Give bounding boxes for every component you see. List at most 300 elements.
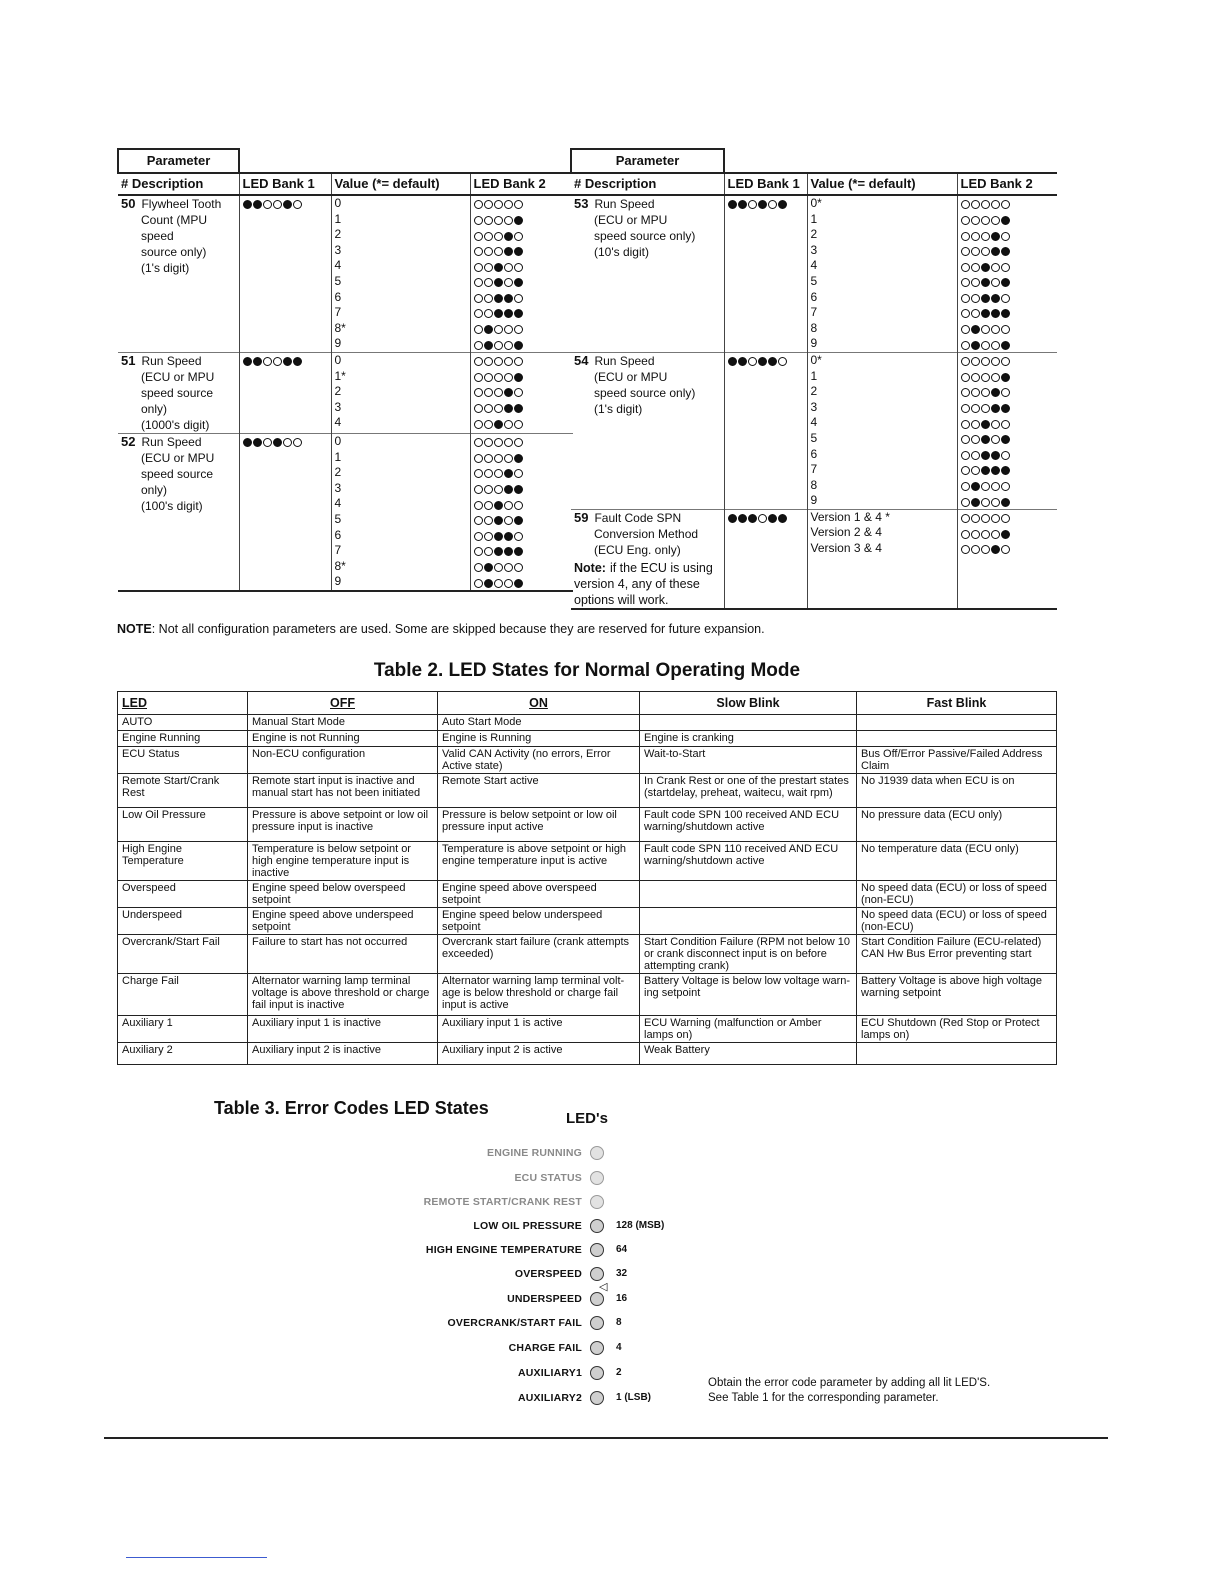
led-off-icon [474, 485, 483, 494]
led-off-icon [484, 469, 493, 478]
off-state: Engine speed below overspeed setpoint [248, 881, 438, 908]
parameter-value: 3 [810, 399, 818, 414]
led-off-icon [961, 420, 970, 429]
led-indicator-icon [590, 1267, 604, 1281]
led-off-icon [484, 420, 493, 429]
led-pattern [474, 278, 523, 287]
on-state: Auto Start Mode [438, 715, 640, 731]
off-state: Temperature is below setpoint or high engine temperature input is inactive [248, 842, 438, 881]
led-pattern [243, 357, 302, 366]
parameter-value: 4 [810, 258, 818, 273]
led-on-icon [504, 247, 513, 256]
parameter-value: 5 [334, 511, 342, 526]
note-text: : Not all configuration parameters are used. Some are skipped because they are reserved for future expansion. [151, 622, 765, 636]
led-off-icon [514, 200, 523, 209]
led-pattern [961, 232, 1010, 241]
led-pattern [243, 438, 302, 447]
led-on-icon [971, 341, 980, 350]
col-led-bank-1: LED Bank 1 [239, 173, 331, 195]
led-state-row [118, 842, 1057, 881]
led-off-icon [514, 232, 523, 241]
led-on-icon [293, 357, 302, 366]
error-led-weight: 128 (MSB) [616, 1220, 665, 1231]
led-pattern [961, 545, 1010, 554]
led-pattern [961, 294, 1010, 303]
led-pattern [243, 200, 302, 209]
parameter-value: 6 [810, 446, 818, 461]
led-off-icon [981, 373, 990, 382]
parameter-description-line: Flywheel Tooth [141, 197, 222, 211]
led-off-icon [971, 247, 980, 256]
parameter-value: 3 [334, 242, 342, 257]
led-on-icon [504, 485, 513, 494]
led-on-icon [514, 309, 523, 318]
parameter-description-line: speed source only) [141, 385, 214, 416]
led-on-icon [991, 451, 1000, 460]
led-on-icon [494, 547, 503, 556]
led-on-icon [514, 454, 523, 463]
parameter-value: 2 [334, 465, 342, 480]
led-off-icon [971, 466, 980, 475]
parameter-row-59 [571, 509, 1057, 609]
led-off-icon [981, 357, 990, 366]
slow-blink-state [640, 881, 857, 908]
led-off-icon [961, 482, 970, 491]
led-on-icon [484, 341, 493, 350]
error-led-row [400, 1217, 604, 1235]
led-off-icon [514, 532, 523, 541]
led-state-row [118, 974, 1057, 1016]
led-on-icon [1001, 498, 1010, 507]
led-off-icon [991, 482, 1000, 491]
led-on-icon [283, 357, 292, 366]
error-led-label: LOW OIL PRESSURE [473, 1220, 582, 1232]
led-off-icon [474, 341, 483, 350]
led-pattern [961, 373, 1010, 382]
led-off-icon [981, 514, 990, 523]
parameter-value: 6 [334, 289, 342, 304]
error-led-weight: 1 (LSB) [616, 1392, 651, 1403]
fast-blink-state: Start Condition Failure (ECU-related) CAN Hw Bus Error preventing start [857, 935, 1057, 974]
led-off-icon [504, 325, 513, 334]
on-state: Temperature is above setpoint or high engine temperature input is active [438, 842, 640, 881]
led-off-icon [961, 294, 970, 303]
led-off-icon [484, 438, 493, 447]
led-on-icon [778, 514, 787, 523]
led-off-icon [961, 232, 970, 241]
led-on-icon [514, 373, 523, 382]
parameter-value: 0* [810, 196, 822, 210]
footnote-line: See Table 1 for the corresponding parameter. [708, 1392, 939, 1404]
parameter-value: 8 [810, 320, 818, 335]
led-pattern [961, 309, 1010, 318]
led-on-icon [514, 341, 523, 350]
led-off-icon [748, 200, 757, 209]
led-on-icon [514, 404, 523, 413]
led-off-icon [474, 563, 483, 572]
led-pattern [474, 325, 523, 334]
parameter-number: 59 [574, 509, 589, 525]
slow-blink-state [640, 715, 857, 731]
led-off-icon [1001, 325, 1010, 334]
parameter-value: 9 [334, 336, 342, 351]
value-list [331, 352, 470, 433]
led-off-icon [1001, 514, 1010, 523]
col-led-bank-1: LED Bank 1 [724, 173, 807, 195]
led-off-icon [514, 325, 523, 334]
led-off-icon [961, 278, 970, 287]
led-off-icon [474, 216, 483, 225]
led-state-row [118, 774, 1057, 808]
led-pattern [961, 451, 1010, 460]
led-off-icon [474, 200, 483, 209]
led-on-icon [494, 309, 503, 318]
led-state-row [118, 881, 1057, 908]
parameter-value: 3 [334, 480, 342, 495]
led-pattern [474, 469, 523, 478]
off-state: Auxiliary input 2 is inactive [248, 1043, 438, 1065]
led-off-icon [474, 309, 483, 318]
col-description: # Description [571, 173, 724, 195]
led-pattern [961, 466, 1010, 475]
led-off-icon [484, 294, 493, 303]
col-on: ON [438, 692, 640, 715]
led-off-icon [961, 373, 970, 382]
fast-blink-state: ECU Shutdown (Red Stop or Protect lamps on) [857, 1016, 1057, 1043]
parameter-note-text: if the ECU is using version 4, any of these options will work. [574, 560, 713, 607]
led-on-icon [504, 547, 513, 556]
led-on-icon [981, 263, 990, 272]
led-off-icon [961, 200, 970, 209]
parameter-row-54 [571, 352, 1057, 509]
led-off-icon [263, 438, 272, 447]
led-off-icon [514, 388, 523, 397]
led-on-icon [991, 388, 1000, 397]
led-on-icon [273, 438, 282, 447]
led-off-icon [504, 357, 513, 366]
led-pattern [961, 404, 1010, 413]
led-off-icon [474, 420, 483, 429]
led-off-icon [748, 357, 757, 366]
parameter-description-line: (100's digit) [141, 498, 203, 513]
led-off-icon [1001, 451, 1010, 460]
slow-blink-state: Fault code SPN 110 received AND ECU warning/shutdown active [640, 842, 857, 881]
led-off-icon [514, 438, 523, 447]
led-bank-2-list [957, 509, 1057, 609]
col-value: Value (*= default) [807, 173, 957, 195]
led-bank-1-cell [724, 195, 807, 352]
led-off-icon [504, 263, 513, 272]
led-off-icon [504, 373, 513, 382]
led-on-icon [514, 516, 523, 525]
parameter-description-line: speed source only) [141, 466, 214, 497]
led-on-icon [971, 482, 980, 491]
led-on-icon [243, 357, 252, 366]
page-bottom-rule [104, 1437, 1108, 1439]
led-off-icon [484, 200, 493, 209]
led-off-icon [971, 545, 980, 554]
parameter-value: 7 [810, 305, 818, 320]
parameter-row-51 [118, 352, 573, 433]
led-off-icon [494, 388, 503, 397]
led-off-icon [991, 373, 1000, 382]
led-off-icon [981, 200, 990, 209]
led-pattern [961, 278, 1010, 287]
led-on-icon [504, 469, 513, 478]
led-indicator-icon [590, 1243, 604, 1257]
led-off-icon [981, 545, 990, 554]
led-on-icon [253, 438, 262, 447]
led-on-icon [504, 532, 513, 541]
led-bank-1-cell [239, 352, 331, 433]
led-off-icon [494, 563, 503, 572]
led-pattern [474, 200, 523, 209]
parameter-value: Version 3 & 4 [810, 541, 882, 556]
table1-note [117, 622, 765, 636]
led-off-icon [991, 263, 1000, 272]
led-state-row [118, 908, 1057, 935]
led-off-icon [484, 516, 493, 525]
error-led-label: OVERCRANK/START FAIL [447, 1317, 582, 1329]
led-off-icon [474, 579, 483, 588]
led-on-icon [514, 216, 523, 225]
led-off-icon [474, 388, 483, 397]
led-off-icon [494, 438, 503, 447]
led-on-icon [484, 563, 493, 572]
led-off-icon [981, 247, 990, 256]
error-led-weight: 8 [616, 1317, 622, 1328]
slow-blink-state: Engine is cranking [640, 731, 857, 747]
led-off-icon [484, 216, 493, 225]
parameter-description-line: (ECU or MPU [594, 213, 668, 227]
parameter-description [571, 195, 724, 352]
led-on-icon [1001, 247, 1010, 256]
fast-blink-state: Bus Off/Error Passive/Failed Address Claim [857, 747, 1057, 774]
led-pattern [961, 216, 1010, 225]
parameter-description-line: (1000's digit) [141, 417, 210, 432]
col-led-bank-2: LED Bank 2 [957, 173, 1057, 195]
led-on-icon [728, 357, 737, 366]
parameter-description-line: source only) [141, 245, 207, 259]
led-off-icon [971, 435, 980, 444]
led-name: Charge Fail [118, 974, 248, 1016]
led-on-icon [981, 309, 990, 318]
error-led-row [400, 1389, 604, 1407]
led-on-icon [1001, 435, 1010, 444]
led-indicator-icon [590, 1195, 604, 1209]
led-pattern [474, 438, 523, 447]
led-off-icon [768, 200, 777, 209]
led-pattern [961, 247, 1010, 256]
value-list [807, 352, 957, 509]
led-off-icon [484, 547, 493, 556]
led-off-icon [961, 216, 970, 225]
led-pattern [474, 579, 523, 588]
led-off-icon [283, 438, 292, 447]
led-off-icon [504, 216, 513, 225]
led-off-icon [494, 247, 503, 256]
led-on-icon [991, 247, 1000, 256]
led-off-icon [991, 530, 1000, 539]
led-pattern [961, 514, 1010, 523]
parameter-value: 9 [810, 336, 818, 351]
led-off-icon [293, 200, 302, 209]
led-off-icon [514, 357, 523, 366]
led-off-icon [494, 232, 503, 241]
parameter-description-line: Run Speed [594, 353, 655, 368]
led-off-icon [484, 373, 493, 382]
parameter-value: 7 [810, 462, 818, 477]
error-led-label: ECU STATUS [514, 1172, 582, 1184]
error-led-label: HIGH ENGINE TEMPERATURE [425, 1244, 582, 1256]
led-on-icon [778, 200, 787, 209]
parameter-description-line: (ECU or MPU [141, 369, 215, 384]
parameter-value: 1 [810, 211, 818, 226]
led-off-icon [981, 232, 990, 241]
parameter-value: Version 2 & 4 [810, 525, 882, 540]
led-pattern [474, 294, 523, 303]
led-off-icon [263, 357, 272, 366]
led-off-icon [494, 200, 503, 209]
led-name: Remote Start/Crank Rest [118, 774, 248, 808]
led-bank-2-list [470, 352, 573, 433]
slow-blink-state: Wait-to-Start [640, 747, 857, 774]
led-off-icon [484, 232, 493, 241]
led-off-icon [504, 516, 513, 525]
on-state: Auxiliary input 2 is active [438, 1043, 640, 1065]
parameter-row-52 [118, 433, 573, 590]
on-state: Engine speed above overspeed setpoint [438, 881, 640, 908]
pointer-arrow-icon: ◁ [599, 1281, 608, 1293]
led-on-icon [738, 200, 747, 209]
error-led-label: AUXILIARY2 [517, 1392, 582, 1404]
led-name: Low Oil Pressure [118, 808, 248, 842]
led-off-icon [971, 232, 980, 241]
led-pattern [474, 501, 523, 510]
led-on-icon [494, 420, 503, 429]
value-list [807, 195, 957, 352]
on-state: Engine is Running [438, 731, 640, 747]
led-off-icon [514, 420, 523, 429]
on-state: Engine speed below underspeed setpoint [438, 908, 640, 935]
parameter-description [118, 195, 239, 352]
error-led-row [400, 1169, 604, 1187]
led-on-icon [748, 514, 757, 523]
off-state: Pressure is above setpoint or low oil pressure input is inactive [248, 808, 438, 842]
led-off-icon [504, 341, 513, 350]
led-on-icon [514, 485, 523, 494]
led-bank-1-cell [239, 433, 331, 590]
off-state: Engine speed above underspeed setpoint [248, 908, 438, 935]
led-on-icon [971, 498, 980, 507]
led-pattern [474, 454, 523, 463]
led-bank-2-list [957, 195, 1057, 352]
led-pattern [474, 232, 523, 241]
led-name: High Engine Temperature [118, 842, 248, 881]
parameter-group-header: Parameter [118, 149, 239, 173]
parameter-number: 51 [121, 352, 136, 368]
led-on-icon [514, 547, 523, 556]
led-off-icon [514, 469, 523, 478]
led-on-icon [758, 200, 767, 209]
led-on-icon [504, 404, 513, 413]
fast-blink-state: No J1939 data when ECU is on [857, 774, 1057, 808]
led-off-icon [514, 294, 523, 303]
led-on-icon [1001, 341, 1010, 350]
led-off-icon [484, 501, 493, 510]
led-off-icon [494, 357, 503, 366]
parameter-value: 2 [810, 227, 818, 242]
led-pattern [961, 357, 1010, 366]
led-off-icon [1001, 263, 1010, 272]
led-pattern [961, 263, 1010, 272]
led-on-icon [738, 514, 747, 523]
led-off-icon [961, 404, 970, 413]
led-bank-1-cell [724, 509, 807, 609]
led-off-icon [484, 278, 493, 287]
led-off-icon [484, 357, 493, 366]
led-off-icon [961, 309, 970, 318]
led-name: Overcrank/Start Fail [118, 935, 248, 974]
parameter-value: 1* [334, 368, 346, 383]
led-indicator-icon [590, 1171, 604, 1185]
slow-blink-state [640, 908, 857, 935]
led-off-icon [961, 514, 970, 523]
led-on-icon [504, 388, 513, 397]
led-on-icon [494, 532, 503, 541]
error-led-weight: 4 [616, 1342, 622, 1353]
led-off-icon [494, 325, 503, 334]
led-bank-2-list [470, 195, 573, 352]
fast-blink-state: No temperature data (ECU only) [857, 842, 1057, 881]
led-pattern [474, 563, 523, 572]
led-on-icon [758, 357, 767, 366]
slow-blink-state: Battery Voltage is below low voltage warn-ing setpoint [640, 974, 857, 1016]
led-on-icon [283, 200, 292, 209]
parameter-note [574, 560, 721, 608]
slow-blink-state: In Crank Rest or one of the prestart states (startdelay, preheat, waitecu, wait rpm) [640, 774, 857, 808]
led-pattern [961, 341, 1010, 350]
led-name: Auxiliary 1 [118, 1016, 248, 1043]
led-on-icon [504, 309, 513, 318]
led-off-icon [971, 420, 980, 429]
led-on-icon [494, 501, 503, 510]
on-state: Pressure is below setpoint or low oil pressure input active [438, 808, 640, 842]
led-on-icon [1001, 278, 1010, 287]
led-off-icon [484, 485, 493, 494]
led-bank-1-cell [239, 195, 331, 352]
led-pattern [961, 435, 1010, 444]
led-indicator-icon [590, 1292, 604, 1306]
led-off-icon [981, 388, 990, 397]
led-on-icon [991, 466, 1000, 475]
parameter-value: 3 [334, 399, 342, 414]
led-pattern [474, 532, 523, 541]
led-off-icon [961, 263, 970, 272]
slow-blink-state: Start Condition Failure (RPM not below 10 or crank disconnect input is on before attempting crank) [640, 935, 857, 974]
led-on-icon [971, 325, 980, 334]
led-off-icon [484, 532, 493, 541]
led-off-icon [991, 216, 1000, 225]
parameter-row-50 [118, 195, 573, 352]
led-off-icon [991, 278, 1000, 287]
parameter-number: 54 [574, 352, 589, 368]
led-indicator-icon [590, 1146, 604, 1160]
led-off-icon [474, 501, 483, 510]
parameter-value: 2 [810, 384, 818, 399]
parameter-value: 7 [334, 305, 342, 320]
led-off-icon [981, 498, 990, 507]
